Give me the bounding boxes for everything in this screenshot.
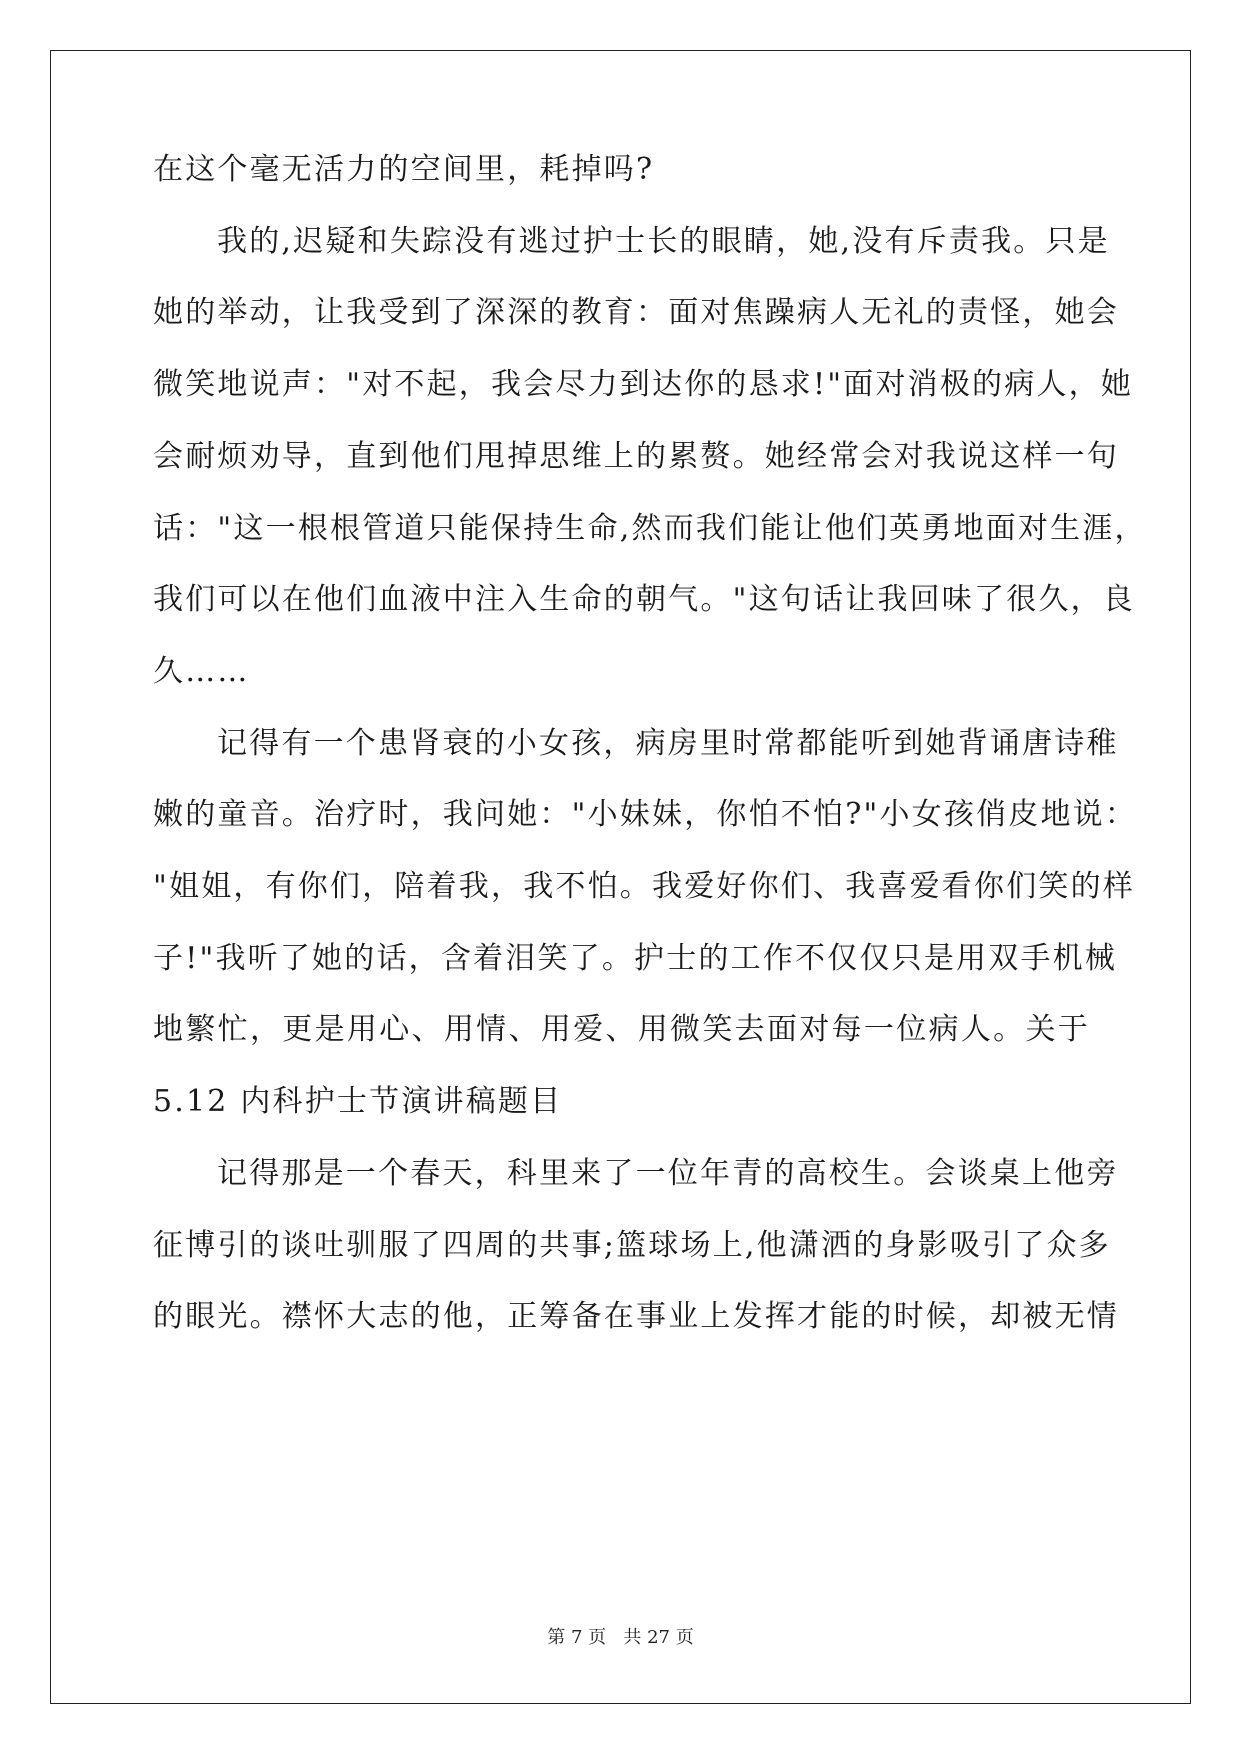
text-line: 的眼光。襟怀大志的他，正筹备在事业上发挥才能的时候，却被无情: [153, 1299, 1119, 1335]
text-line: 子!"我听了她的话，含着泪笑了。护士的工作不仅仅只是用双手机械: [153, 940, 1118, 976]
text-line: 记得那是一个春天，科里来了一位年青的高校生。会谈桌上他旁: [217, 1155, 1119, 1191]
text-line: 在这个毫无活力的空间里，耗掉吗?: [153, 152, 655, 187]
text-line: 会耐烦劝导，直到他们甩掉思维上的累赘。她经常会对我说这样一句: [153, 438, 1119, 474]
text-line: 微笑地说声："对不起，我会尽力到达你的恳求!"面对消极的病人，她: [153, 367, 1134, 403]
page-number-footer: 第 7 页 共 27 页: [547, 1627, 694, 1648]
text-line: 她的举动，让我受到了深深的教育：面对焦躁病人无礼的责怪，她会: [153, 295, 1119, 331]
text-line: 征博引的谈吐驯服了四周的共事;篮球场上,他潇洒的身影吸引了众多: [153, 1227, 1111, 1263]
text-line: 久……: [153, 653, 250, 689]
text-line: 地繁忙，更是用心、用情、用爱、用微笑去面对每一位病人。关于: [153, 1012, 1090, 1048]
text-line: 嫩的童音。治疗时，我问她："小妹妹，你怕不怕?"小女孩俏皮地说：: [153, 797, 1138, 833]
text-line: 我的,迟疑和失踪没有逃过护士长的眼睛，她,没有斥责我。只是: [217, 223, 1110, 259]
text-line: 我们可以在他们血液中注入生命的朝气。"这句话让我回味了很久，良: [153, 582, 1135, 618]
text-line: "姐姐，有你们，陪着我，我不怕。我爱好你们、我喜爱看你们笑的样: [153, 869, 1135, 904]
text-line: 记得有一个患肾衰的小女孩，病房里时常都能听到她背诵唐诗稚: [217, 725, 1119, 761]
text-line: 话："这一根根管道只能保持生命,然而我们能让他们英勇地面对生涯，: [153, 510, 1147, 546]
text-line: 5.12 内科护士节演讲稿题目: [153, 1084, 563, 1120]
